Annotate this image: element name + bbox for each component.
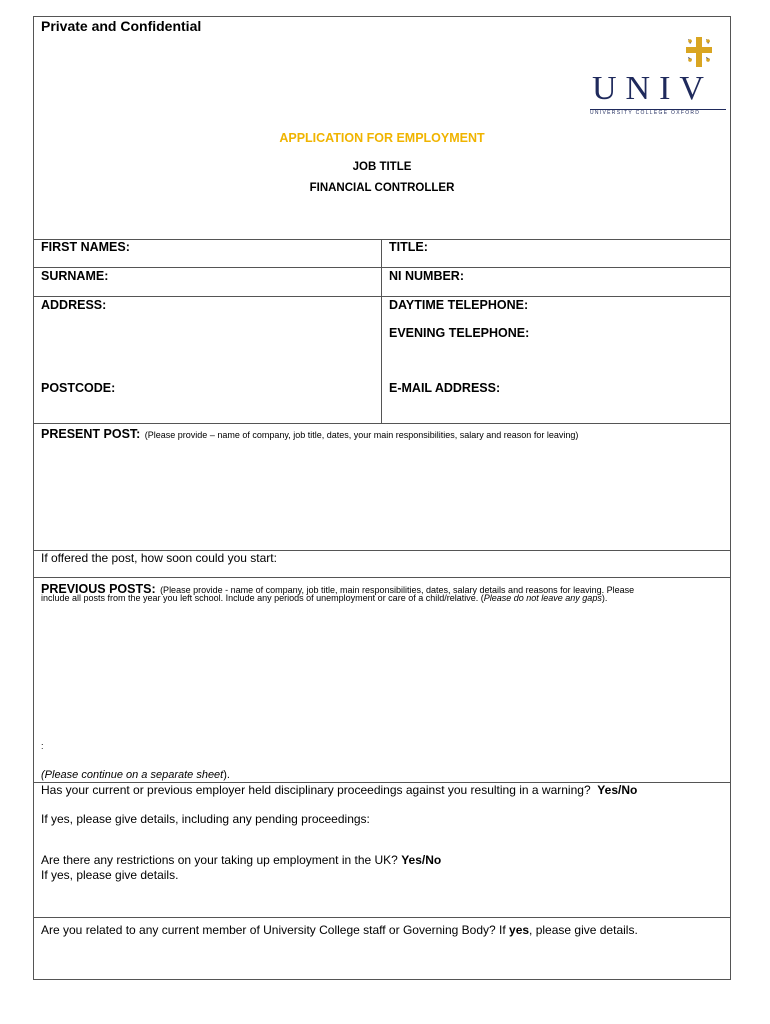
ni-number-label: NI NUMBER: bbox=[389, 269, 464, 283]
disciplinary-yes-no: Yes/No bbox=[597, 783, 638, 797]
form-title: APPLICATION FOR EMPLOYMENT bbox=[279, 131, 485, 145]
evening-telephone-label: EVENING TELEPHONE: bbox=[389, 326, 530, 340]
job-title-label: JOB TITLE bbox=[352, 161, 412, 173]
email-label: E-MAIL ADDRESS: bbox=[389, 381, 501, 395]
present-post-label: PRESENT POST: bbox=[41, 427, 141, 441]
previous-posts-label: PREVIOUS POSTS: bbox=[41, 582, 156, 596]
univ-logo bbox=[586, 35, 726, 117]
title-label: TITLE: bbox=[389, 240, 428, 254]
previous-posts-note-2: include all posts from the year you left school. Include any periods of unemployment or care of a child/relative. (Please do not leave any gaps). bbox=[41, 593, 608, 603]
logo-wordmark: UNIV bbox=[592, 70, 713, 107]
first-names-label: FIRST NAMES: bbox=[41, 240, 130, 254]
related-question: Are you related to any current member of University College staff or Governing Body? If yes, please give details. bbox=[41, 923, 638, 937]
address-label: ADDRESS: bbox=[41, 298, 107, 312]
continue-note: (Please continue on a separate sheet). bbox=[41, 769, 230, 781]
disciplinary-question: Has your current or previous employer held disciplinary proceedings against you resulting in a warning? bbox=[41, 783, 591, 797]
previous-posts-note-1: (Please provide - name of company, job title, main responsibilities, dates, salary details and reasons for leaving. Please bbox=[160, 585, 635, 595]
logo-subtitle: UNIVERSITY COLLEGE OXFORD bbox=[590, 110, 701, 116]
disciplinary-question-row bbox=[41, 783, 637, 797]
start-question: If offered the post, how soon could you start: bbox=[41, 551, 277, 565]
disciplinary-details: If yes, please give details, including any pending proceedings: bbox=[41, 812, 370, 826]
restrictions-question-row bbox=[41, 853, 441, 867]
job-title-value: FINANCIAL CONTROLLER bbox=[309, 182, 455, 194]
surname-label: SURNAME: bbox=[41, 269, 109, 283]
restrictions-question: Are there any restrictions on your taking up employment in the UK? bbox=[41, 853, 398, 867]
postcode-label: POSTCODE: bbox=[41, 381, 116, 395]
restrictions-yes-no: Yes/No bbox=[401, 853, 442, 867]
colon-mark: : bbox=[41, 741, 44, 751]
application-form bbox=[33, 16, 731, 980]
present-post-note: (Please provide – name of company, job title, dates, your main responsibilities, salary and reason for leaving) bbox=[144, 430, 579, 440]
present-post-heading bbox=[41, 425, 578, 443]
restrictions-details: If yes, please give details. bbox=[41, 868, 179, 882]
confidential-heading: Private and Confidential bbox=[41, 18, 202, 34]
daytime-telephone-label: DAYTIME TELEPHONE: bbox=[389, 298, 529, 312]
